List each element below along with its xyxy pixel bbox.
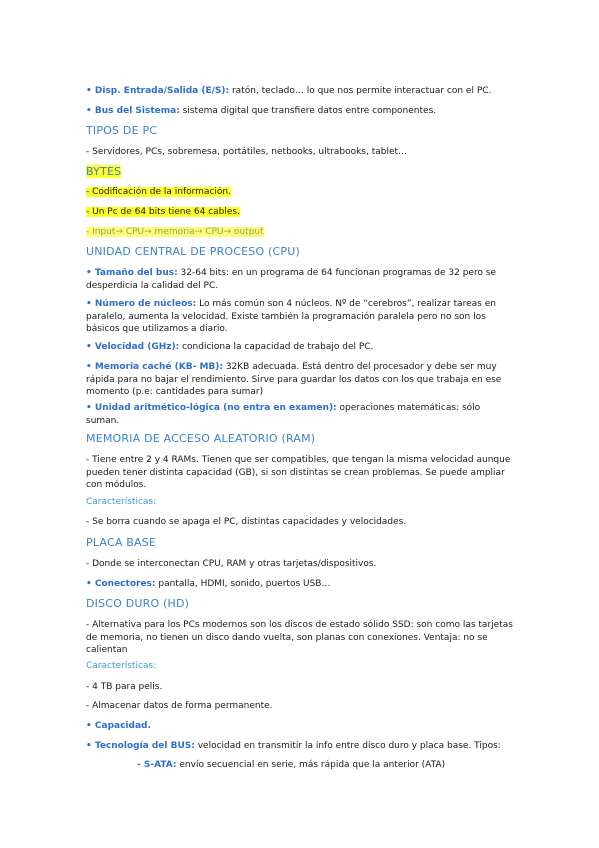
paragraph-4tb: - 4 TB para pelis. [86, 682, 163, 692]
paragraph-ram-car: - Se borra cuando se apaga el PC, distintas capacidades y velocidades. [86, 517, 407, 527]
term-bus-sistema: • Bus del Sistema: [86, 106, 180, 116]
paragraph-bus-sistema: • Bus del Sistema: sistema digital que transfiere datos entre componentes. [86, 106, 437, 116]
paragraph-placa: - Donde se interconectan CPU, RAM y otras tarjetas/dispositivos. [86, 559, 377, 569]
heading-bytes: BYTES [86, 165, 122, 178]
term-cache: • Memoria caché (KB- MB): [86, 362, 223, 372]
term-tecnologia-bus: • Tecnología del BUS: [86, 741, 195, 751]
paragraph-tamano-bus: • Tamaño del bus: 32-64 bits: en un programa de 64 funcionan programas de 32 pero se desperdicia la calidad del PC. [86, 268, 497, 291]
paragraph-es: • Disp. Entrada/Salida (E/S): ratón, teclado… lo que nos permite interactuar con el PC. [86, 86, 492, 96]
term-nucleos: • Número de núcleos: [86, 299, 197, 309]
paragraph-almacenar: - Almacenar datos de forma permanente. [86, 701, 273, 711]
paragraph-conectores: • Conectores: pantalla, HDMI, sonido, puertos USB… [86, 579, 331, 589]
paragraph-velocidad: • Velocidad (GHz): condiciona la capacidad de trabajo del PC. [86, 342, 374, 352]
term-conectores: • Conectores: [86, 579, 156, 589]
term-sata: - S-ATA: [137, 760, 177, 770]
paragraph-ram: - Tiene entre 2 y 4 RAMs. Tienen que ser compatibles, que tengan la misma velocidad aunque pueden tener distinta capacidad (GB), si son distintas se crean problemas. Se puede ampliar con módulos. [86, 455, 511, 490]
term-velocidad: • Velocidad (GHz): [86, 342, 180, 352]
heading-ram: MEMORIA DE ACCESO ALEATORIO (RAM) [86, 432, 316, 445]
paragraph-tecnologia-bus: • Tecnología del BUS: velocidad en transmitir la info entre disco duro y placa base. Tipos: [86, 741, 501, 751]
term-capacidad: • Capacidad. [86, 721, 151, 731]
heading-tipos-pc: TIPOS DE PC [86, 124, 158, 137]
paragraph-nucleos: • Número de núcleos: Lo más común son 4 núcleos. Nº de “cerebros”, realizar tareas en paralelo, aumenta la velocidad. Existe también la programación paralela pero no son los básicos que utilizamos a diario. [86, 299, 496, 334]
term-tamano-bus: • Tamaño del bus: [86, 268, 178, 278]
paragraph-capacidad [86, 720, 516, 733]
heading-disco-duro: DISCO DURO (HD) [86, 597, 190, 610]
term-alu: • Unidad aritmético-lógica (no entra en examen): [86, 403, 337, 413]
paragraph-64-bits: - Un Pc de 64 bits tiene 64 cables. [86, 207, 240, 217]
term-es: • Disp. Entrada/Salida (E/S): [86, 86, 230, 96]
subheading-caracteristicas-hd: Características: [86, 661, 157, 671]
paragraph-codificacion: - Codificación de la información. [86, 187, 231, 197]
paragraph-cache: • Memoria caché (KB- MB): 32KB adecuada. Está dentro del procesador y debe ser muy rápida para no bajar el rendimiento. Sirve para guardar los datos con los que trabaja en ese momento (p.e: cantidades para sumar) [86, 362, 502, 397]
paragraph-flow: - Input→ CPU→ memoria→ CPU→ output [86, 227, 264, 237]
paragraph-ssd: - Alternativa para los PCs modernos son los discos de estado sólido SSD: son como las tarjetas de memoria, no tienen un disco dando vuelta, son planas con conexiones. Ventaja: no se calientan [86, 620, 513, 655]
heading-placa-base: PLACA BASE [86, 536, 157, 549]
heading-cpu: UNIDAD CENTRAL DE PROCESO (CPU) [86, 245, 300, 258]
paragraph-tipos: - Servidores, PCs, sobremesa, portátiles, netbooks, ultrabooks, tablet… [86, 147, 408, 157]
paragraph-alu: • Unidad aritmético-lógica (no entra en examen): operaciones matemáticas: sólo suman. [86, 403, 481, 426]
subheading-caracteristicas-ram: Características: [86, 497, 157, 507]
paragraph-sata: - S-ATA: envío secuencial en serie, más rápida que la anterior (ATA) [137, 760, 446, 770]
